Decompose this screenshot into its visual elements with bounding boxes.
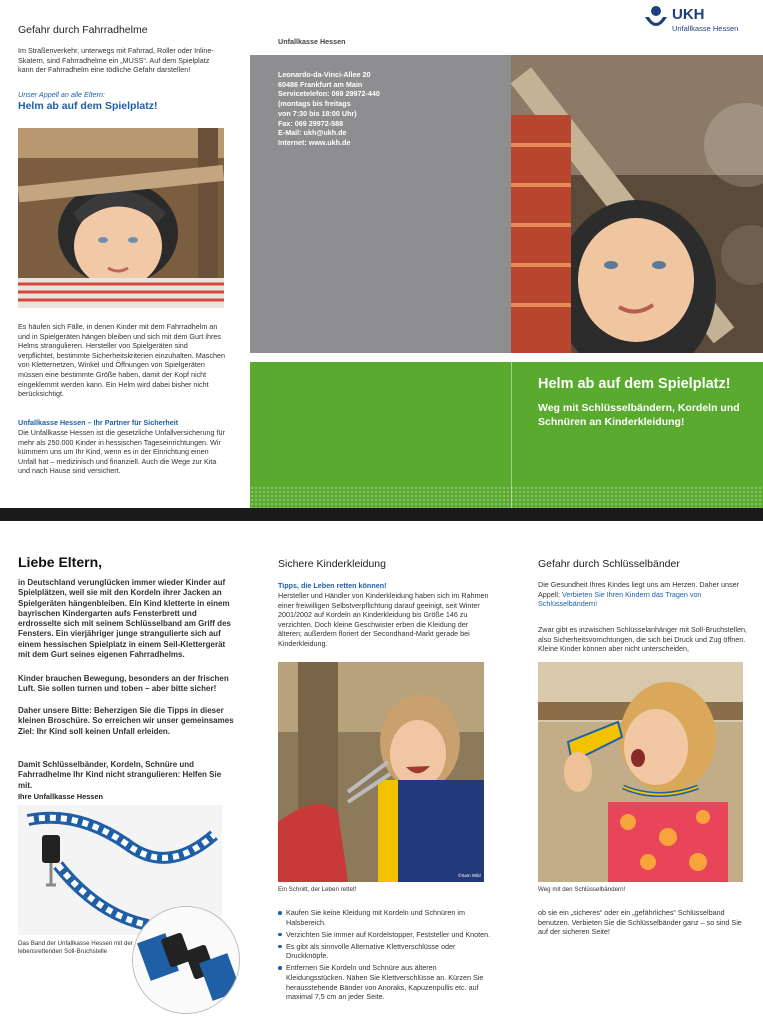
letter-salutation: Liebe Eltern, bbox=[18, 554, 103, 570]
tips-title: Tipps, die Leben retten können! bbox=[278, 581, 387, 590]
child-helmet-photo bbox=[18, 128, 224, 308]
dot-pattern bbox=[250, 486, 763, 508]
logo-subtitle: Unfallkasse Hessen bbox=[672, 24, 739, 33]
keycord-text: Zwar gibt es inzwischen Schlüsselanhänger mit Soll-Bruchstellen, also Sicherheitsvorrichtungen, die sich bei Druck und Zug öffnen. Kleine Kinder können aber nicht unterscheiden, bbox=[538, 625, 747, 654]
helmet-body-text: Es häufen sich Fälle, in denen Kinder mit dem Fahrradhelm an und in Spielgeräten hängen bleiben und sich mit dem Gurt ihres Helms strangulieren. Hersteller von Spielgeräten sind verpflichtet, bestimmte Sicherheitskriterien einzuhalten. Maschen von Kletternetzen, Winkel und Öffnungen von Spielgeräten müssen eine bestimmte Größe haben, damit der Kopf nicht eingeklemmt werden kann. Ein Helm wird dabei bisher nicht berücksichtigt. bbox=[18, 322, 225, 399]
photo-credit: ©Sam Wild bbox=[458, 873, 481, 878]
appeal-label: Unser Appell an alle Eltern: bbox=[18, 90, 105, 99]
cover-photo bbox=[511, 55, 763, 353]
tips-list bbox=[278, 908, 496, 1004]
tips-text: Hersteller und Händler von Kinderkleidung haben sich im Rahmen einer freiwilligen Selbstverpflichtung darauf geeinigt, seit Winter 2001/2002 auf Kordeln an Kinderkleidung bis Größe 146 zu verzichten. Doch kleine Geschwister erben die Kleidung der älteren; außerdem floriert der Secondhand-Markt gerade bei Kinderkleidung. bbox=[278, 591, 489, 648]
partner-title: Unfallkasse Hessen – Ihr Partner für Sicherheit bbox=[18, 418, 179, 427]
letter-paragraph: Kinder brauchen Bewegung, besonders an der frischen Luft. Sie sollen turnen und toben – aber bitte sicher! bbox=[18, 674, 229, 694]
page-divider bbox=[0, 508, 763, 521]
lanyard-girl-photo bbox=[538, 662, 743, 882]
lanyard-girl-caption: Weg mit den Schlüsselbändern! bbox=[538, 886, 626, 893]
partner-text: Die Unfallkasse Hessen ist die gesetzliche Unfallversicherung für mehr als 250.000 Kinder in hessischen Tageseinrichtungen. Wir kümmern uns um Ihr Kind, wenn es in der Einrichtung einen Unfall hat – medizinisch und finanziell. Auch die Wege zur Kita und nach Hause sind versichert. bbox=[18, 428, 225, 476]
address-line: von 7:30 bis 18:00 Uhr) bbox=[278, 108, 357, 118]
helmet-danger-heading: Gefahr durch Fahrradhelme bbox=[18, 24, 148, 36]
clothing-heading: Sichere Kinderkleidung bbox=[278, 558, 386, 570]
address-line: 60486 Frankfurt am Main bbox=[278, 79, 363, 89]
logo-wordmark: UKH bbox=[672, 6, 705, 23]
list-item: Entfernen Sie Kordeln und Schnüre aus älteren Kleidungsstücken. Nähen Sie Klettverschlüsse an. Kürzen Sie herausstehende Bänder von Anoraks, Kapuzenpullis etc. auf maximal 7,5 cm an jeder Seite. bbox=[278, 963, 496, 1001]
address-line: Fax: 069 29972-588 bbox=[278, 118, 344, 128]
org-name: Unfallkasse Hessen bbox=[278, 37, 346, 46]
appeal-title: Helm ab auf dem Spielplatz! bbox=[18, 100, 158, 112]
letter-paragraph: in Deutschland verunglücken immer wieder Kinder auf Spielplätzen, weil sie mit den Kordeln ihrer Jacken an Spielgeräten hängenbleiben. Ein Kind kletterte in einem bayrischen Kindergarten aufs Fensterbrett und erdrosselte sich mit seinem Schlüsselband am Griff des Fensters. Ein vierjähriger junge strangulierte sich auf einem hessischen Spielplatz in einem Seil-Klettergerät mit dem Gurt seines eigenen Fahrradhelms. bbox=[18, 578, 231, 660]
ukh-logo bbox=[644, 5, 754, 37]
address-line: Internet: www.ukh.de bbox=[278, 137, 351, 147]
keycord-appeal bbox=[538, 580, 754, 609]
list-item: Kaufen Sie keine Kleidung mit Kordeln und Schnüren im Halsbereich. bbox=[278, 908, 496, 927]
letter-paragraph: Daher unsere Bitte: Beherzigen Sie die Tipps in dieser kleinen Broschüre. So erreichen wir unser gemeinsames Ziel: Ihr Kind soll keinen Unfall erleiden. bbox=[18, 706, 234, 736]
keycord-appeal-highlight: Verbieten Sie Ihren Kindern das Tragen von Schlüsselbändern! bbox=[538, 589, 702, 609]
contact-address bbox=[278, 70, 478, 148]
list-item: Verzichten Sie immer auf Kordelstopper, Feststeller und Knoten. bbox=[278, 930, 496, 940]
letter-signature: Ihre Unfallkasse Hessen bbox=[18, 792, 104, 801]
lanyard-caption: Das Band der Unfallkasse Hessen mit der lebensrettenden Soll-Bruchstelle bbox=[18, 940, 133, 955]
cover-subtitle: Weg mit Schlüsselbändern, Kordeln und Schnüren an Kinderkleidung! bbox=[538, 402, 740, 428]
keycord-heading: Gefahr durch Schlüsselbänder bbox=[538, 558, 680, 570]
keycord-appeal-text: Die Gesundheit Ihres Kindes liegt uns am Herzen. Daher unser Appell: bbox=[538, 580, 739, 599]
ukh-logo-icon bbox=[644, 5, 668, 31]
cover-title: Helm ab auf dem Spielplatz! bbox=[538, 376, 731, 392]
address-line: Servicetelefon: 069 29972-440 bbox=[278, 89, 380, 99]
scissors-photo bbox=[278, 662, 484, 882]
helmet-intro-text: Im Straßenverkehr, unterwegs mit Fahrrad, Roller oder Inline-Skatern, sind Fahrradhelme ein „MUSS“. Auf dem Spielplatz kann der Fahrradhelm eine tödliche Gefahr darstellen! bbox=[18, 46, 214, 75]
scissors-caption: Ein Schnitt, der Leben rettet! bbox=[278, 886, 357, 893]
list-item: Es gibt als sinnvolle Alternative Klettverschlüsse oder Druckknöpfe. bbox=[278, 942, 496, 961]
buckle-detail-photo bbox=[132, 906, 240, 1014]
keycord-conclusion: ob sie ein „sicheres“ oder ein „gefährliches“ Schlüsselband benutzen. Verbieten Sie die Schlüsselbänder ganz – so sind Sie auf der sicheren Seite! bbox=[538, 908, 742, 937]
address-line: (montags bis freitags bbox=[278, 99, 351, 109]
letter-paragraph: Damit Schlüsselbänder, Kordeln, Schnüre und Fahrradhelme Ihr Kind nicht strangulieren: Helfen Sie mit. bbox=[18, 760, 222, 790]
address-line: E-Mail: ukh@ukh.de bbox=[278, 128, 347, 138]
address-line: Leonardo-da-Vinci-Allee 20 bbox=[278, 70, 371, 79]
